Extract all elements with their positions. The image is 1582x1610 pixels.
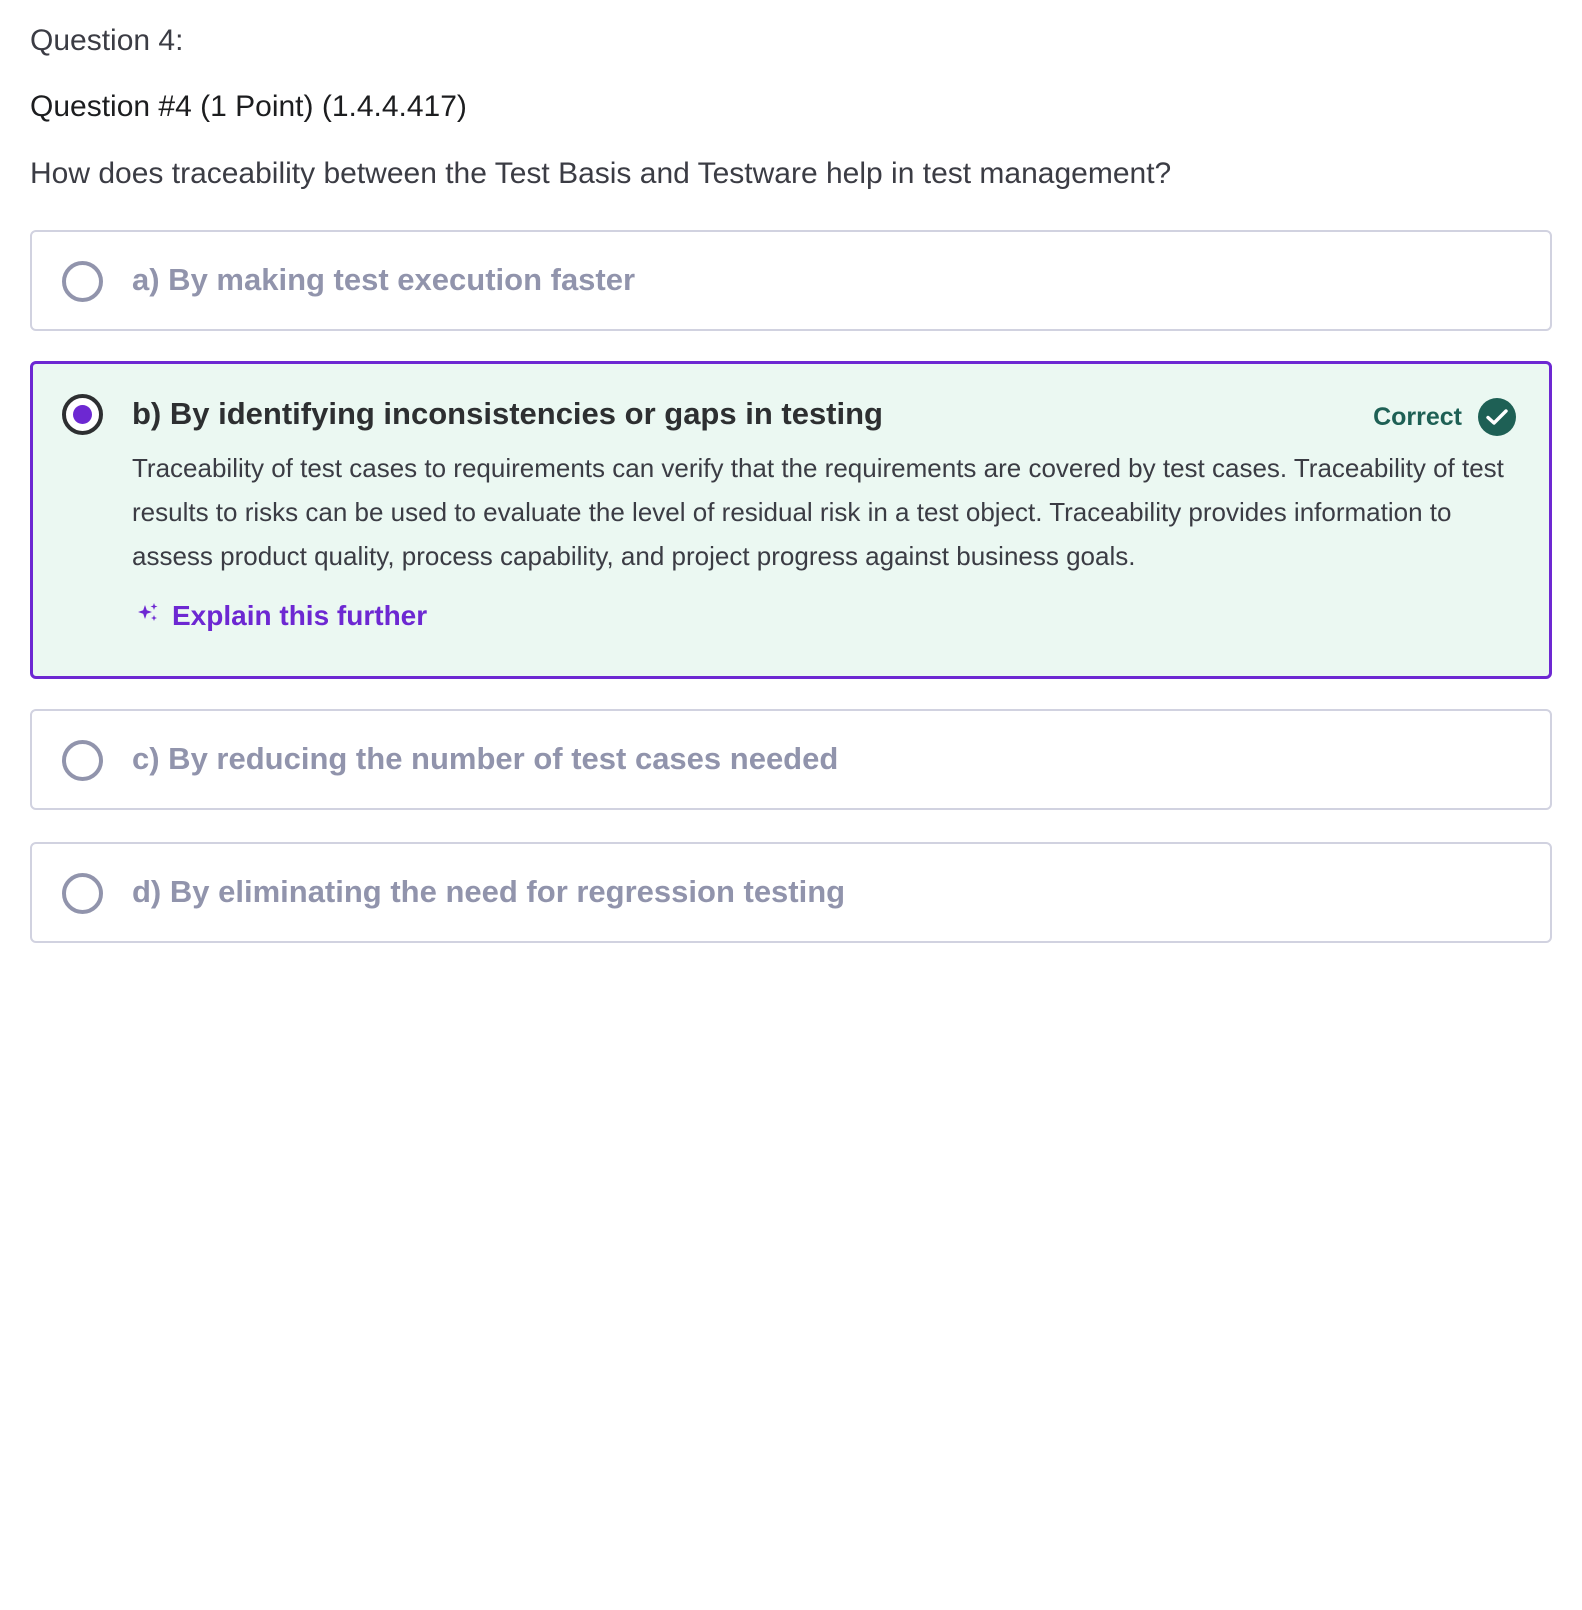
question-meta: Question #4 (1 Point) (1.4.4.417) — [30, 90, 467, 123]
radio-empty-icon[interactable] — [62, 740, 103, 781]
answer-option-b[interactable] — [30, 361, 1552, 679]
answer-option-d[interactable] — [30, 842, 1552, 943]
correct-status-text: Correct — [1373, 402, 1462, 431]
check-circle-icon — [1478, 398, 1516, 436]
answer-option-label: a) By making test execution faster — [132, 262, 636, 297]
question-prompt: How does traceability between the Test Basis and Testware help in test management? — [30, 157, 1172, 190]
radio-empty-icon[interactable] — [62, 261, 103, 302]
explain-further-label: Explain this further — [172, 600, 428, 631]
radio-empty-icon[interactable] — [62, 873, 103, 914]
sparkle-icon — [136, 600, 160, 632]
answer-explanation: Traceability of test cases to requirements can verify that the requirements are covered by test cases. Traceability of test results to risks can be used to evaluate the level of residual risk in a test object. Traceability provides information to assess product quality, process capability, and project progress against business goals. — [132, 453, 1504, 571]
question-number: Question 4: — [30, 24, 184, 57]
answer-option-a[interactable] — [30, 230, 1552, 331]
explain-further-button[interactable] — [136, 600, 427, 632]
radio-selected-icon[interactable] — [62, 394, 103, 435]
correct-badge — [1373, 398, 1516, 436]
answer-option-label: d) By eliminating the need for regression testing — [132, 874, 846, 909]
answer-option-label: c) By reducing the number of test cases needed — [132, 741, 839, 776]
answer-option-c[interactable] — [30, 709, 1552, 810]
answer-option-label: b) By identifying inconsistencies or gaps in testing — [132, 396, 883, 431]
